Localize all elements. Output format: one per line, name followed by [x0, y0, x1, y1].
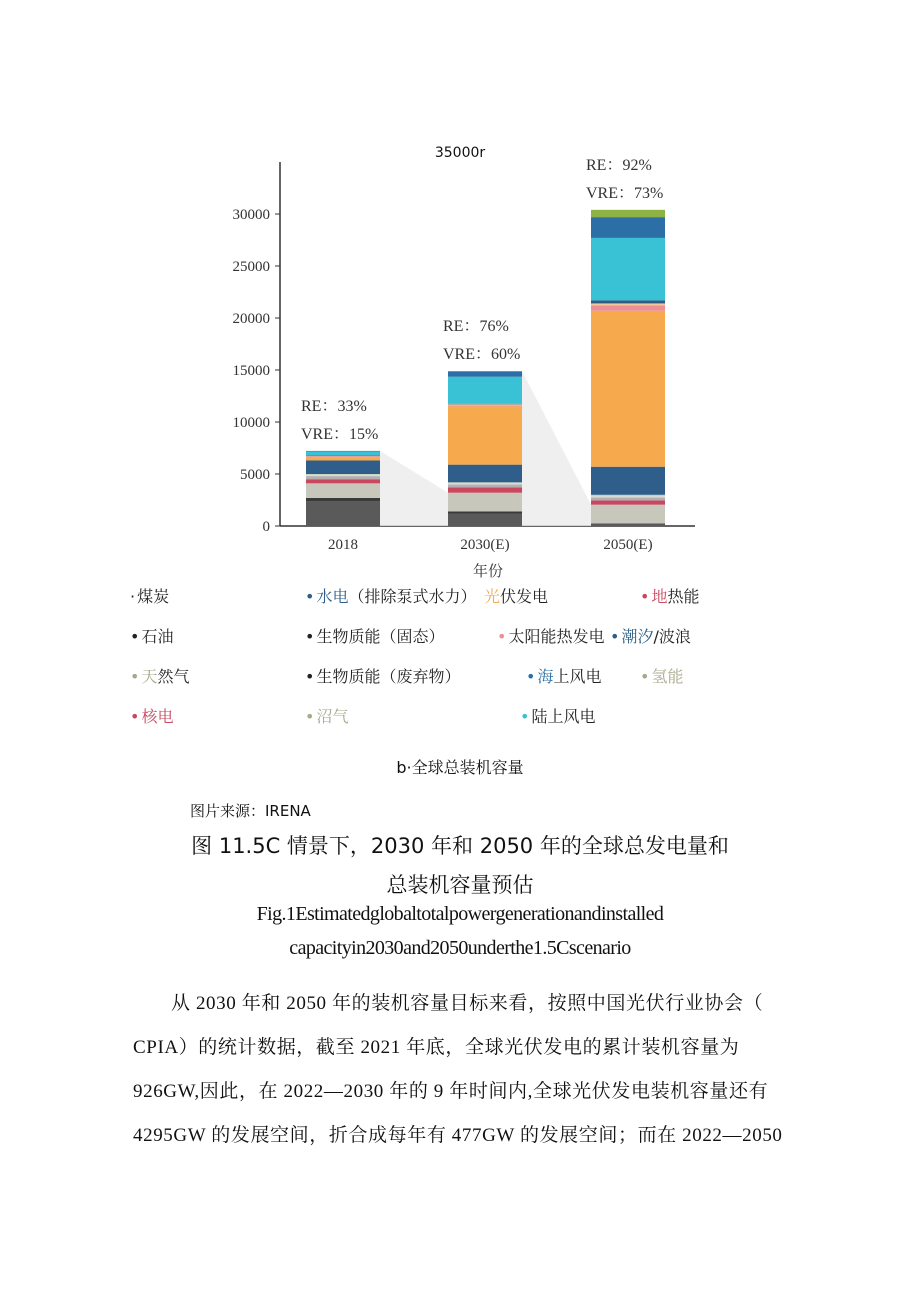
bar-segment: [448, 465, 522, 483]
legend-label-suffix: 上风电: [553, 667, 602, 686]
bar-segment: [306, 476, 380, 479]
bar-segment: [306, 457, 380, 460]
legend-bullet: •: [640, 667, 650, 686]
legend-item: [305, 624, 444, 647]
bar-segment: [591, 210, 665, 217]
connector-shade: [522, 371, 591, 526]
re-annotation: RE：76%: [443, 318, 509, 336]
bar-segment: [448, 484, 522, 487]
legend-label: 光: [484, 587, 501, 606]
legend-bullet: •: [526, 667, 536, 686]
legend-item: [130, 664, 189, 687]
bar-segment: [591, 501, 665, 505]
y-tick-label: 20000: [232, 311, 270, 327]
legend-label: 氢能: [651, 667, 684, 686]
legend-item: [130, 584, 169, 607]
bar-segment: [591, 497, 665, 500]
figure-title-line1: 图 11.5C 情景下，2030 年和 2050 年的全球总发电量和: [191, 834, 729, 858]
legend-bullet: •: [610, 627, 620, 646]
legend-item: [484, 584, 548, 607]
vre-annotation: VRE：60%: [443, 346, 521, 364]
legend-label-suffix: 然气: [157, 667, 190, 686]
bar-segment: [448, 482, 522, 483]
legend-label: 潮汐: [621, 627, 654, 646]
legend-item: [130, 624, 173, 647]
bar-stacks: [306, 210, 665, 526]
y-tick-label: 0: [262, 519, 270, 535]
x-tick-label: 2050(E): [603, 537, 653, 553]
legend-bullet: •: [305, 667, 315, 686]
bar-segment: [591, 217, 665, 238]
bar-segment: [306, 483, 380, 498]
bar-segment: [448, 404, 522, 405]
legend-label: 陆上风电: [531, 707, 596, 726]
chart-subcaption: b·全球总装机容量: [396, 758, 524, 777]
legend-item: [526, 664, 601, 687]
bar-segment: [306, 479, 380, 483]
legend-bullet: •: [130, 707, 140, 726]
bar-segment: [448, 372, 522, 377]
stacked-bar-chart: [0, 0, 920, 600]
bar-segment: [306, 475, 380, 476]
x-axis-label: 年份: [472, 562, 504, 580]
paragraph-line: 926GW,因此，在 2022—2030 年的 9 年时间内,全球光伏发电装机容量还有: [133, 1081, 769, 1102]
legend-bullet: •: [130, 627, 140, 646]
legend-bullet: •: [497, 627, 507, 646]
bar-segment: [448, 514, 522, 526]
image-source: 图片来源：IRENA: [190, 802, 311, 820]
vre-annotation: VRE：73%: [586, 184, 664, 202]
legend-label: 生物质能（固态）: [316, 627, 445, 646]
bar-segment: [306, 456, 380, 457]
legend-item: [610, 624, 691, 647]
bar-segment: [591, 311, 665, 467]
bar-segment: [448, 511, 522, 513]
bar-segment: [591, 306, 665, 311]
legend-item: [305, 584, 476, 607]
bar-segment: [448, 406, 522, 464]
bar-segment: [306, 501, 380, 526]
paragraph-line: CPIA）的统计数据，截至 2021 年底，全球光伏发电的累计装机容量为: [133, 1037, 740, 1058]
legend-label: 海: [537, 667, 554, 686]
legend-item: [520, 704, 595, 727]
legend-label-suffix: 热能: [667, 587, 700, 606]
legend-label-suffix: （排除泵式水力）: [348, 587, 477, 606]
chart-top-label: 35000r: [434, 145, 486, 161]
legend-label: 核电: [141, 707, 174, 726]
bar-segment: [591, 300, 665, 303]
paragraph-line: 4295GW 的发展空间，折合成每年有 477GW 的发展空间；而在 2022—2050: [133, 1125, 783, 1146]
bar-segment: [591, 238, 665, 300]
bar-segment: [448, 371, 522, 372]
legend-label: 生物质能（废弃物）: [316, 667, 461, 686]
vre-annotation: VRE：15%: [301, 425, 379, 443]
legend-label: 天: [141, 667, 158, 686]
legend-item: [305, 704, 348, 727]
bar-segment: [448, 404, 522, 405]
connector-shade: [380, 451, 448, 526]
body-paragraph: [133, 982, 793, 1158]
legend-label-suffix: 伏发电: [500, 587, 549, 606]
legend-bullet: •: [520, 707, 530, 726]
figure-title-line2: 总装机容量预估: [386, 873, 534, 897]
bar-segment: [591, 524, 665, 526]
legend-item: [497, 624, 604, 647]
legend-label: 煤炭: [137, 587, 170, 606]
re-annotation: RE：33%: [301, 397, 367, 415]
legend-item: [130, 704, 173, 727]
legend-item: [640, 664, 683, 687]
bar-segment: [448, 483, 522, 484]
bar-segment: [448, 488, 522, 493]
legend-label: 沼气: [316, 707, 349, 726]
bar-segment: [306, 451, 380, 452]
legend-item: [305, 664, 460, 687]
legend-bullet: ·: [130, 587, 136, 606]
y-tick-label: 25000: [232, 259, 270, 275]
x-tick-label: 2030(E): [460, 537, 510, 553]
bar-segment: [306, 474, 380, 475]
bar-segment: [306, 498, 380, 501]
legend-bullet: •: [305, 627, 315, 646]
bar-segment: [448, 377, 522, 404]
re-annotation: RE：92%: [586, 156, 652, 174]
y-tick-label: 15000: [232, 363, 270, 379]
paragraph-line: 从 2030 年和 2050 年的装机容量目标来看，按照中国光伏行业协会（: [171, 993, 764, 1014]
bar-segment: [306, 456, 380, 457]
y-tick-label: 30000: [232, 207, 270, 223]
legend-label: 水电: [316, 587, 349, 606]
legend-bullet: •: [305, 707, 315, 726]
bar-segment: [591, 303, 665, 305]
legend-label: 地: [651, 587, 668, 606]
figure-title-en-line2: capacityin2030and2050underthe1.5Cscenario: [289, 937, 631, 959]
legend-bullet: •: [305, 587, 315, 606]
bar-segment: [448, 493, 522, 512]
legend-label-suffix: /波浪: [653, 627, 691, 646]
bar-segment: [591, 523, 665, 524]
legend-item: [640, 584, 699, 607]
legend-bullet: •: [130, 667, 140, 686]
bar-segment: [306, 460, 380, 474]
x-tick-label: 2018: [328, 537, 358, 553]
y-tick-label: 5000: [240, 467, 270, 483]
legend-bullet: •: [640, 587, 650, 606]
figure-title-en-line1: Fig.1Estimatedglobaltotalpowergenerationandinstalled: [256, 903, 664, 925]
bar-segment: [591, 467, 665, 495]
y-tick-label: 10000: [232, 415, 270, 431]
bar-segment: [306, 451, 380, 455]
bar-segment: [591, 496, 665, 497]
bar-segment: [591, 495, 665, 497]
bar-segment: [448, 405, 522, 406]
legend-label: 石油: [141, 627, 174, 646]
legend-label: 太阳能热发电: [508, 627, 605, 646]
bar-segment: [591, 505, 665, 524]
